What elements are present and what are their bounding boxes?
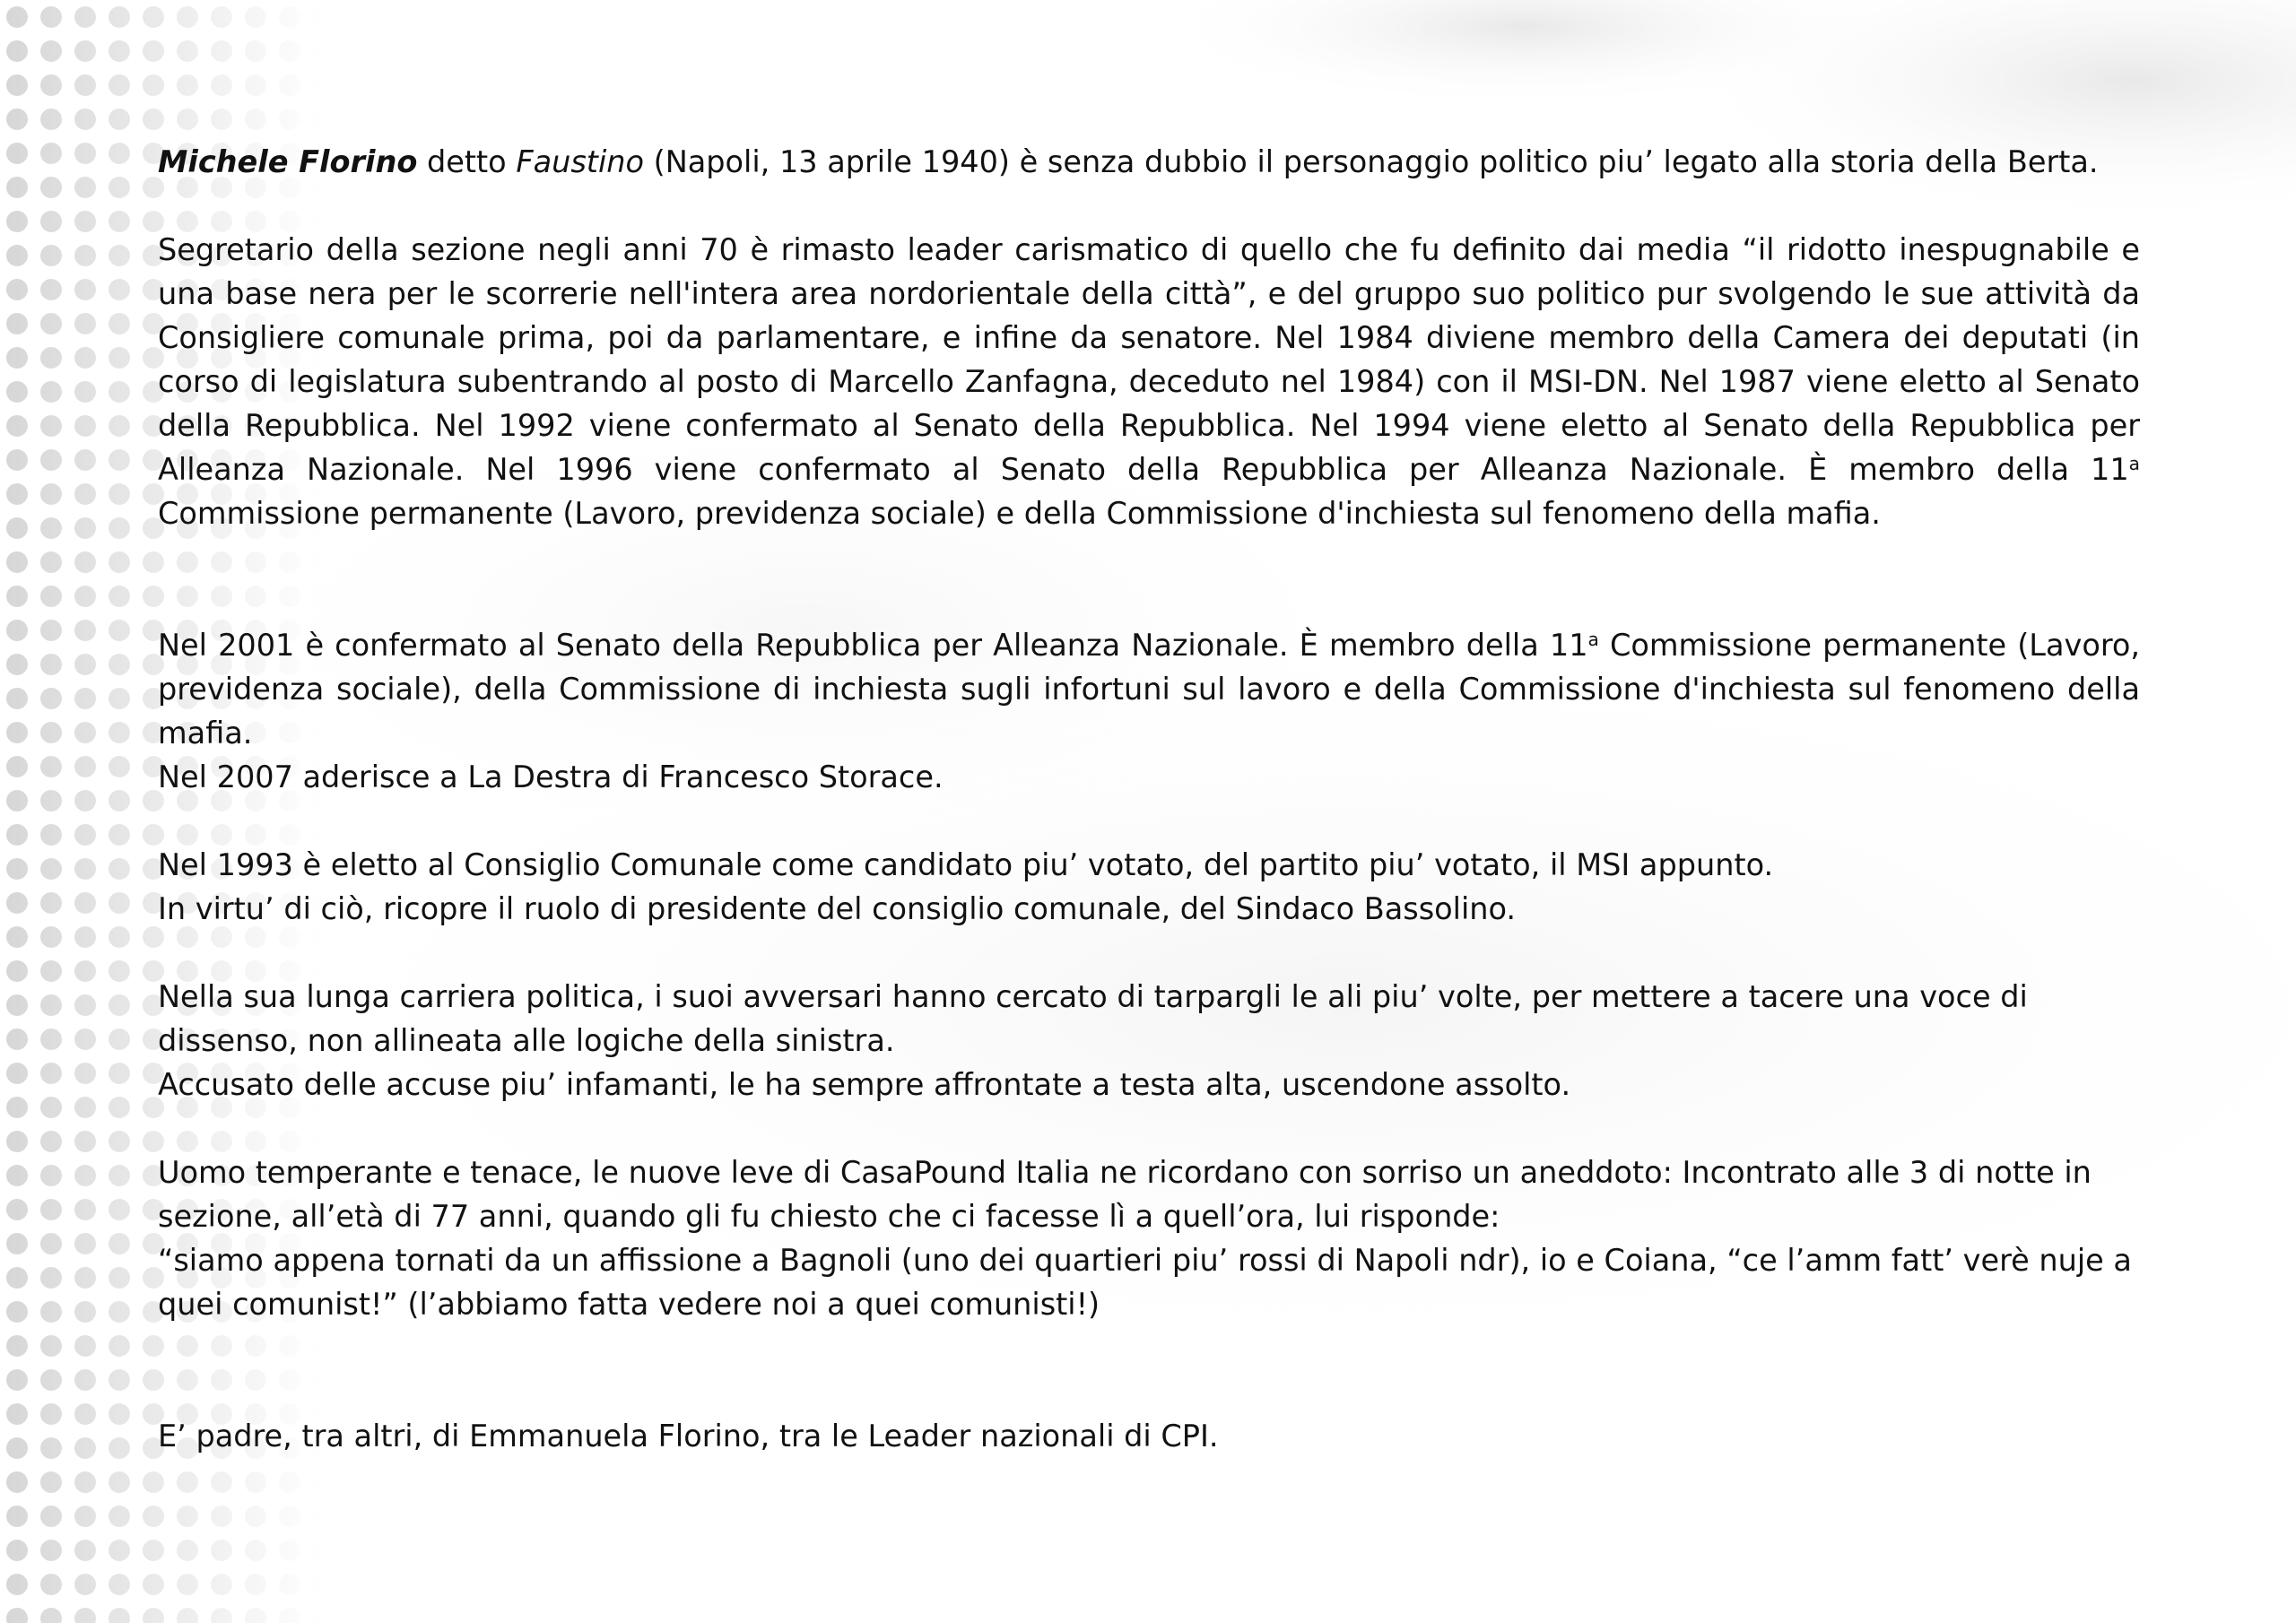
senate-2001-paragraph [158,623,2140,755]
council-line: In virtu’ di ciò, ricopre il ruolo di presidente del consiglio comunale, del Sindaco Bassolino. [158,891,1517,926]
career-length-paragraph: Nella sua lunga carriera politica, i suoi avversari hanno cercato di tarpargli le ali piu’ volte, per mettere a tacere una voce di dissenso, non allineata alle logiche della sinistra. [158,979,2028,1058]
senate-text: Nel 2001 è confermato al Senato della Repubblica per Alleanza Nazionale. È membro della 11 [158,628,1588,663]
anecdote-paragraph: Uomo temperante e tenace, le nuove leve di CasaPound Italia ne ricordano con sorriso un aneddoto: Incontrato alle 3 di notte in sezione, all’età di 77 anni, quando gli fu chiesto che ci facesse lì a quell’ora, lui risponde: [158,1155,2092,1234]
career-text: Commissione permanente (Lavoro, previdenza sociale) e della Commissione d'inchiesta sul fenomeno della mafia. [158,496,1881,531]
anecdote-quote: “siamo appena tornati da un affissione a Bagnoli (uno dei quartieri piu’ rossi di Napoli ndr), io e Coiana, “ce l’amm fatt’ verè nuje a quei comunist!” (l’abbiamo fatta vedere noi a quei comunisti!) [158,1243,2132,1322]
paragraph-spacer [158,184,2140,228]
paragraph-spacer [158,931,2140,975]
career-text: Segretario della sezione negli anni 70 è rimasto leader carismatico di quello che fu definito dai media “il ridotto inespugnabile e una base nera per le scorrerie nell'intera area nordorientale della città”, e del gruppo suo politico pur svolgendo le sue attività da Consigliere comunale prima, poi da parlamentare, e infine da senatore. Nel 1984 diviene membro della Camera dei deputati (in corso di legislatura subentrando al posto di Marcello Zanfagna, deceduto nel 1984) con il MSI-DN. Nel 1987 viene eletto al Senato della Repubblica. Nel 1992 viene confermato al Senato della Repubblica. Nel 1994 viene eletto al Senato della Repubblica per Alleanza Nazionale. Nel 1996 viene confermato al Senato della Repubblica per Alleanza Nazionale. È membro della 11 [158,232,2140,487]
intro-text: detto [417,144,517,179]
paragraph-spacer [158,1326,2140,1414]
article-body [158,140,2140,1458]
closing-line: E’ padre, tra altri, di Emmanuela Florino, tra le Leader nazionali di CPI. [158,1419,1219,1454]
subject-name: Michele Florino [158,144,418,179]
council-line: Nel 1993 è eletto al Consiglio Comunale come candidato piu’ votato, del partito piu’ votato, il MSI appunto. [158,847,1774,882]
paragraph-spacer [158,1107,2140,1150]
paragraph-spacer [158,799,2140,843]
ordinal-superscript: a [1587,628,1599,650]
ordinal-superscript: a [2128,452,2140,474]
paragraph-spacer [158,535,2140,623]
intro-paragraph [158,140,2140,184]
career-length-paragraph: Accusato delle accuse piu’ infamanti, le ha sempre affrontate a testa alta, uscendone assolto. [158,1067,1571,1102]
career-paragraph [158,228,2140,535]
intro-text: (Napoli, 13 aprile 1940) è senza dubbio il personaggio politico piu’ legato alla storia della Berta. [643,144,2099,179]
senate-text: Commissione permanente (Lavoro, previdenza sociale), della Commissione di inchiesta sugli infortuni sul lavoro e della Commissione d'inchiesta sul fenomeno della mafia. [158,628,2141,751]
subject-alias: Faustino [516,144,644,179]
destra-2007-line: Nel 2007 aderisce a La Destra di Francesco Storace. [158,759,944,794]
